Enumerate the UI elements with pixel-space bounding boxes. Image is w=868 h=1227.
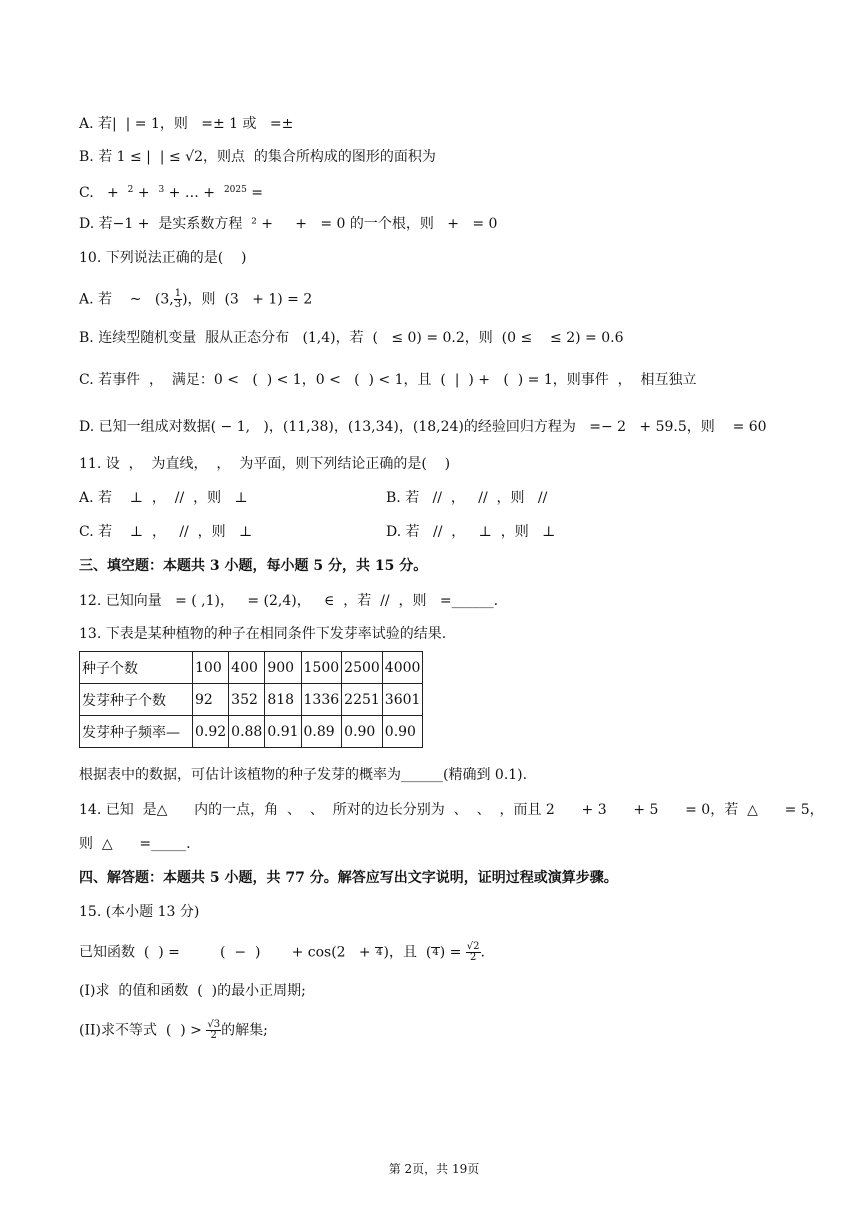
table-row	[80, 652, 423, 684]
option-9a: A. 若| | = 1，则 =± 1 或 =±	[79, 116, 294, 132]
option-9b-tail: ，则点 的集合所构成的图形的面积为	[202, 149, 436, 165]
question-13-prompt: 根据表中的数据，可估计该植物的种子发芽的概率为______(精确到 0.1).	[79, 767, 528, 783]
option-11c: C. 若 ⊥ ， // ，则 ⊥	[79, 524, 253, 540]
part-ii-post: 的解集;	[221, 1022, 268, 1039]
option-10c: C. 若事件 ， 满足：0 < ( ) < 1，0 < ( ) < 1，且 ( | ) + ( ) = 1，则事件 ， 相互独立	[79, 372, 697, 388]
table-row	[80, 684, 423, 716]
question-13: 13. 下表是某种植物的种子在相同条件下发芽率试验的结果.	[79, 626, 447, 642]
table-cell: 352	[229, 684, 265, 716]
option-9c-p3: + … +	[164, 185, 224, 201]
section-4-heading: 四、解答题：本题共 5 小题，共 77 分。解答应写出文字说明，证明过程或演算步骤。	[79, 870, 618, 886]
question-14-continued: 则 △ =_____.	[79, 836, 191, 852]
table-row	[80, 716, 423, 748]
fraction-sqrt2-over-2	[466, 942, 481, 963]
option-9c-p1: C. +	[79, 185, 128, 201]
question-15-part-ii	[79, 1020, 268, 1041]
question-11: 11. 设 ， 为直线， ， 为平面，则下列结论正确的是( )	[79, 456, 451, 472]
table-cell: 2251	[342, 684, 383, 716]
table-cell: 0.90	[382, 716, 423, 748]
option-10a-pre: A. 若 ~ (3,	[79, 291, 174, 308]
section-3-heading: 三、填空题：本题共 3 小题，每小题 5 分，共 15 分。	[79, 558, 428, 574]
frac-num: √2	[466, 941, 480, 952]
option-10b: B. 连续型随机变量 服从正态分布 (1,4)，若 ( ≤ 0) = 0.2，则 (0 ≤ ≤ 2) = 0.6	[79, 330, 624, 346]
table-cell: 92	[193, 684, 229, 716]
option-9c-p2: +	[133, 185, 159, 201]
table-cell: 发芽种子频率—	[80, 716, 193, 748]
table-cell: 0.91	[265, 716, 301, 748]
page-footer: 第 2页，共 19页	[388, 1162, 480, 1176]
exp-2: 2	[127, 185, 134, 195]
option-11d: D. 若 // ， ⊥ ，则 ⊥	[386, 524, 556, 540]
frac-den: 4	[376, 947, 383, 958]
option-9b-text: B. 若 1 ≤ | | ≤	[79, 149, 186, 165]
fraction-over-4	[431, 947, 439, 958]
part-ii-pre: (II)求不等式 ( ) >	[79, 1022, 207, 1039]
question-10: 10. 下列说法正确的是( )	[79, 250, 247, 266]
function-def-mid: )，且 (	[383, 944, 432, 961]
table-cell: 900	[265, 652, 301, 684]
table-cell: 0.92	[193, 716, 229, 748]
option-10a	[79, 289, 312, 310]
question-12: 12. 已知向量 = ( ,1)， = (2,4)， ∈ ，若 // ，则 =______.	[79, 593, 499, 609]
table-cell: 0.88	[229, 716, 265, 748]
question-14: 14. 已知 是△ 内的一点，角 、 、 所对的边长分别为 、 、 ，而且 2 + 3 + 5 = 0，若 △ = 5，	[79, 802, 824, 818]
table-cell: 0.89	[301, 716, 342, 748]
option-9d: D. 若−1 + 是实系数方程 ² + + = 0 的一个根，则 + = 0	[79, 216, 498, 232]
table-cell: 3601	[382, 684, 423, 716]
exp-2025: 2025	[223, 185, 247, 195]
option-11b: B. 若 // ， // ，则 //	[386, 490, 548, 506]
frac-den: 2	[469, 952, 477, 963]
exp-3: 3	[158, 185, 165, 195]
fraction-sqrt3-over-2	[206, 1020, 221, 1041]
table-cell: 2500	[342, 652, 383, 684]
option-10d: D. 已知一组成对数据( − 1, )，(11,38)，(13,34)，(18,24)的经验回归方程为 =− 2 + 59.5，则 = 60	[79, 419, 767, 435]
frac-num: 1	[174, 288, 182, 299]
sqrt-2: √2	[185, 149, 203, 165]
table-cell: 818	[265, 684, 301, 716]
function-def-eq: ) =	[439, 944, 466, 961]
germination-table	[79, 651, 423, 748]
option-11a: A. 若 ⊥ ， // ，则 ⊥	[79, 490, 248, 506]
question-15-part-i: (I)求 的值和函数 ( )的最小正周期;	[79, 983, 306, 999]
frac-den: 4	[432, 947, 439, 958]
option-9c	[79, 181, 263, 202]
table-cell: 1500	[301, 652, 342, 684]
question-15-function	[79, 942, 485, 963]
option-9b	[79, 148, 436, 166]
table-cell: 400	[229, 652, 265, 684]
table-cell: 4000	[382, 652, 423, 684]
option-9c-p4: =	[246, 185, 264, 201]
frac-den: 2	[210, 1030, 217, 1041]
fraction-one-third	[174, 289, 182, 310]
question-15-heading: 15. (本小题 13 分)	[79, 904, 200, 920]
option-10a-post: )，则 (3 + 1) = 2	[182, 291, 313, 308]
frac-den: 3	[174, 299, 182, 310]
table-cell: 1336	[301, 684, 342, 716]
table-cell: 0.90	[342, 716, 383, 748]
table-cell: 100	[193, 652, 229, 684]
table-cell: 发芽种子个数	[80, 684, 193, 716]
frac-num: √3	[207, 1019, 221, 1030]
table-cell: 种子个数	[80, 652, 193, 684]
function-def-end: .	[480, 944, 485, 961]
function-def-pre: 已知函数 ( ) = ( − ) + cos(2 +	[79, 944, 376, 961]
